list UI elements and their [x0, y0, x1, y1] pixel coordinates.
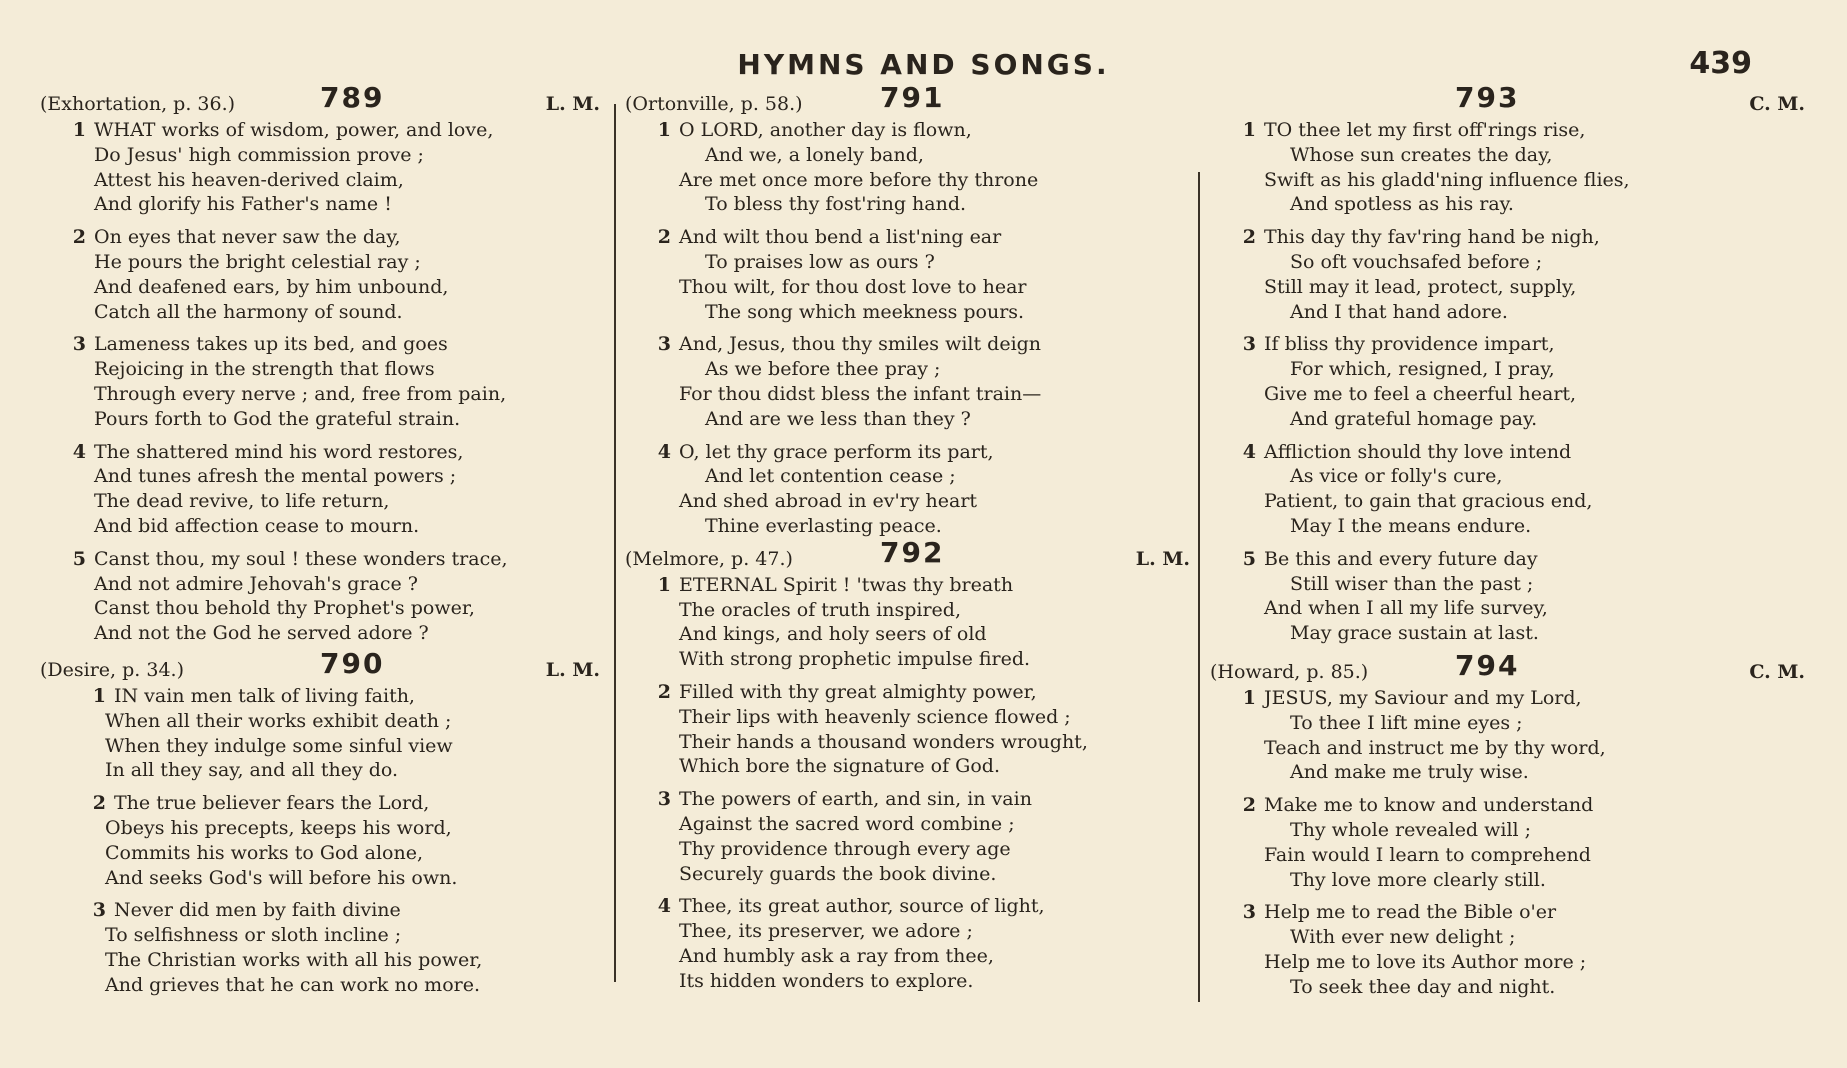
verse-line	[625, 680, 1185, 705]
verse-line	[1210, 925, 1770, 950]
verse-line	[40, 923, 600, 948]
verse-line	[40, 225, 600, 250]
verse-text: Patient, to gain that gracious end,	[1264, 490, 1593, 513]
verse-text: May I the means endure.	[1290, 514, 1532, 537]
stanza-number: 3	[92, 899, 106, 922]
verse-text: And not admire Jehovah's grace ?	[94, 572, 418, 595]
verse-text: And grieves that he can work no more.	[105, 973, 481, 996]
verse-line	[1210, 686, 1770, 711]
verse-text: Whose sun creates the day,	[1290, 143, 1553, 166]
hymn	[625, 535, 1190, 994]
hymn-number: 789	[320, 81, 385, 114]
hymn-meter: C. M.	[1749, 93, 1805, 115]
verse-text: And tunes afresh the mental powers ;	[94, 465, 457, 488]
verse-text: Make me to know and understand	[1264, 794, 1594, 817]
column-divider-2	[1198, 172, 1200, 1002]
verse-line	[625, 407, 1185, 432]
verse-text: And we, a lonely band,	[705, 143, 924, 166]
column-2	[625, 81, 1190, 994]
verse-line	[1210, 275, 1770, 300]
stanza	[40, 684, 600, 783]
verse-text: To selfishness or sloth incline ;	[105, 924, 402, 947]
verse-text: O LORD, another day is flown,	[679, 119, 972, 141]
verse-text: And make me truly wise.	[1290, 761, 1529, 784]
verse-text: Attest his heaven-derived claim,	[94, 168, 404, 191]
verse-line	[40, 734, 600, 759]
verse-line	[1210, 818, 1770, 843]
verse-text: Fain would I learn to comprehend	[1264, 843, 1591, 866]
verse-text: If bliss thy providence impart,	[1264, 333, 1555, 356]
verse-line	[625, 787, 1185, 812]
hymn-number: 793	[1455, 81, 1520, 114]
verse-line	[40, 332, 600, 357]
hymn-header	[625, 81, 1185, 118]
verse-text: And glorify his Father's name !	[94, 193, 392, 216]
verse-line	[40, 948, 600, 973]
verse-line	[1210, 407, 1770, 432]
verse-text: Rejoicing in the strength that flows	[94, 358, 435, 381]
verse-text: As we before thee pray ;	[705, 358, 941, 381]
stanza-number: 3	[657, 788, 671, 811]
verse-line	[40, 791, 600, 816]
verse-text: And deafened ears, by him unbound,	[94, 275, 449, 298]
stanza	[625, 573, 1185, 672]
hymn-meter: L. M.	[545, 658, 600, 681]
verse-text: Thy providence through every age	[679, 837, 1011, 860]
verse-text: Securely guards the book divine.	[679, 862, 997, 885]
verse-line	[40, 596, 600, 621]
stanza	[40, 898, 600, 997]
tune-reference: (Melmore, p. 47.)	[625, 547, 793, 570]
verse-text: Still may it lead, protect, supply,	[1264, 275, 1577, 298]
verse-line	[1210, 143, 1770, 168]
verse-line	[625, 919, 1185, 944]
verse-line	[625, 440, 1185, 465]
verse-line	[625, 168, 1185, 193]
verse-line	[40, 118, 600, 143]
stanza	[625, 332, 1185, 431]
verse-text: IN vain men talk of living faith,	[114, 684, 415, 707]
verse-text: When all their works exhibit death ;	[105, 709, 452, 732]
tune-reference: (Howard, p. 85.)	[1210, 660, 1369, 683]
verse-line	[625, 837, 1185, 862]
tune-reference: (Ortonville, p. 58.)	[625, 93, 803, 115]
verse-line	[625, 812, 1185, 837]
verse-text: Through every nerve ; and, free from pain,	[94, 382, 507, 405]
stanza-number: 2	[657, 680, 671, 703]
stanza	[1210, 900, 1770, 999]
verse-line	[625, 622, 1185, 647]
stanza-number: 1	[92, 684, 106, 707]
verse-text: Its hidden wonders to explore.	[679, 969, 974, 992]
verse-line	[1210, 950, 1770, 975]
hymn	[40, 81, 600, 646]
verse-line	[625, 573, 1185, 598]
verse-line	[40, 547, 600, 572]
verse-text: TO thee let my first off'rings rise,	[1264, 119, 1586, 141]
verse-line	[1210, 547, 1770, 572]
verse-text: And are we less than they ?	[705, 407, 971, 430]
stanza	[40, 118, 600, 217]
stanza-number: 1	[1242, 686, 1256, 709]
verse-text: For thou didst bless the infant train—	[679, 382, 1042, 405]
stanza-number: 2	[1242, 226, 1256, 249]
verse-text: To thee I lift mine eyes ;	[1290, 711, 1523, 734]
verse-line	[40, 866, 600, 891]
stanza	[1210, 547, 1770, 646]
verse-line	[625, 225, 1185, 250]
verse-text: And humbly ask a ray from thee,	[679, 944, 994, 967]
stanza-number: 5	[1242, 547, 1256, 570]
hymn-number: 790	[320, 646, 385, 680]
verse-line	[40, 709, 600, 734]
verse-text: Against the sacred word combine ;	[679, 812, 1015, 835]
verse-line	[1210, 760, 1770, 785]
verse-line	[625, 969, 1185, 994]
verse-text: Thy love more clearly still.	[1290, 868, 1546, 891]
stanza-number: 2	[657, 226, 671, 249]
verse-line	[1210, 975, 1770, 1000]
stanza	[1210, 686, 1770, 785]
stanza	[40, 547, 600, 646]
stanza-number: 3	[1242, 901, 1256, 924]
verse-line	[40, 514, 600, 539]
verse-line	[625, 647, 1185, 672]
verse-line	[625, 300, 1185, 325]
stanza	[625, 787, 1185, 886]
hymn-number: 791	[880, 81, 945, 114]
hymn	[40, 646, 600, 998]
verse-text: Affliction should thy love intend	[1264, 440, 1572, 463]
verse-text: Pours forth to God the grateful strain.	[94, 407, 461, 430]
verse-text: And kings, and holy seers of old	[679, 623, 987, 646]
stanza-number: 1	[1242, 119, 1256, 141]
verse-text: The true believer fears the Lord,	[114, 792, 430, 815]
verse-line	[625, 357, 1185, 382]
verse-line	[40, 621, 600, 646]
verse-text: The song which meekness pours.	[705, 300, 1025, 323]
verse-line	[1210, 843, 1770, 868]
hymn-meter: L. M.	[545, 93, 600, 115]
verse-text: He pours the bright celestial ray ;	[94, 250, 421, 273]
page-title: HYMNS AND SONGS.	[737, 48, 1110, 81]
verse-text: Be this and every future day	[1264, 547, 1538, 570]
verse-line	[1210, 332, 1770, 357]
verse-line	[40, 192, 600, 217]
stanza	[625, 440, 1185, 539]
stanza	[40, 440, 600, 539]
verse-text: Obeys his precepts, keeps his word,	[105, 816, 452, 839]
verse-line	[625, 754, 1185, 779]
verse-line	[625, 464, 1185, 489]
verse-text: To bless thy fost'ring hand.	[705, 193, 967, 216]
verse-text: Do Jesus' high commission prove ;	[94, 143, 424, 166]
stanza	[1210, 793, 1770, 892]
verse-text: Catch all the harmony of sound.	[94, 300, 403, 323]
verse-text: May grace sustain at last.	[1290, 622, 1539, 645]
stanza-number: 2	[1242, 794, 1256, 817]
verse-text: The Christian works with all his power,	[105, 948, 483, 971]
stanza-number: 4	[1242, 440, 1256, 463]
verse-text: Thee, its great author, source of light,	[679, 895, 1045, 918]
tune-reference: (Desire, p. 34.)	[40, 658, 184, 681]
verse-text: And seeks God's will before his own.	[105, 866, 458, 889]
verse-line	[1210, 440, 1770, 465]
verse-line	[625, 118, 1185, 143]
verse-line	[625, 944, 1185, 969]
verse-line	[1210, 192, 1770, 217]
verse-text: And let contention cease ;	[705, 465, 956, 488]
stanza	[625, 894, 1185, 993]
hymn-number: 794	[1455, 648, 1520, 682]
verse-line	[40, 168, 600, 193]
column-divider-1	[614, 104, 616, 982]
verse-text: The powers of earth, and sin, in vain	[679, 788, 1032, 811]
verse-line	[625, 862, 1185, 887]
verse-text: And grateful homage pay.	[1290, 407, 1538, 430]
verse-text: On eyes that never saw the day,	[94, 226, 401, 249]
verse-line	[1210, 250, 1770, 275]
verse-line	[1210, 464, 1770, 489]
verse-line	[40, 382, 600, 407]
verse-text: Never did men by faith divine	[114, 899, 401, 922]
verse-text: The shattered mind his word restores,	[94, 440, 464, 463]
verse-text: WHAT works of wisdom, power, and love,	[94, 119, 494, 141]
verse-text: Thee, its preserver, we adore ;	[679, 920, 973, 943]
tune-reference: (Exhortation, p. 36.)	[40, 93, 236, 115]
stanza	[625, 225, 1185, 324]
verse-line	[1210, 711, 1770, 736]
verse-text: And when I all my life survey,	[1264, 597, 1548, 620]
verse-line	[40, 758, 600, 783]
verse-text: And not the God he served adore ?	[94, 622, 429, 645]
verse-text: With strong prophetic impulse fired.	[679, 648, 1031, 671]
stanza-number: 1	[72, 119, 86, 141]
verse-text: Give me to feel a cheerful heart,	[1264, 382, 1577, 405]
verse-line	[40, 357, 600, 382]
verse-line	[1210, 572, 1770, 597]
verse-line	[40, 489, 600, 514]
hymn	[1210, 648, 1805, 1000]
verse-text: Thy whole revealed will ;	[1290, 818, 1532, 841]
page-number: 439	[1689, 46, 1752, 81]
verse-text: As vice or folly's cure,	[1290, 465, 1503, 488]
verse-line	[40, 973, 600, 998]
hymn-header	[40, 646, 600, 684]
verse-text: The oracles of truth inspired,	[679, 598, 962, 621]
verse-line	[1210, 514, 1770, 539]
verse-text: And I that hand adore.	[1290, 300, 1508, 323]
hymn-header	[40, 81, 600, 118]
verse-line	[1210, 118, 1770, 143]
verse-line	[625, 250, 1185, 275]
verse-line	[625, 489, 1185, 514]
verse-line	[1210, 382, 1770, 407]
verse-line	[625, 192, 1185, 217]
verse-line	[1210, 900, 1770, 925]
stanza	[1210, 118, 1770, 217]
stanza-number: 3	[1242, 333, 1256, 356]
verse-line	[40, 816, 600, 841]
verse-line	[40, 143, 600, 168]
verse-text: Help me to love its Author more ;	[1264, 950, 1587, 973]
verse-line	[1210, 596, 1770, 621]
verse-line	[1210, 357, 1770, 382]
stanza-number: 1	[657, 573, 671, 596]
hymn-header	[625, 535, 1190, 573]
verse-text: O, let thy grace perform its part,	[679, 440, 994, 463]
verse-text: Which bore the signature of God.	[679, 755, 1001, 778]
verse-line	[40, 841, 600, 866]
verse-text: Their lips with heavenly science flowed ;	[679, 705, 1071, 728]
verse-text: For which, resigned, I pray,	[1290, 358, 1555, 381]
verse-text: The dead revive, to life return,	[94, 490, 390, 513]
verse-text: Commits his works to God alone,	[105, 841, 423, 864]
verse-text: And shed abroad in ev'ry heart	[679, 490, 978, 513]
hymn-header	[1210, 648, 1805, 686]
verse-text: And, Jesus, thou thy smiles wilt deign	[679, 333, 1042, 356]
stanza-number: 5	[72, 547, 86, 570]
stanza-number: 1	[657, 119, 671, 141]
verse-line	[40, 684, 600, 709]
hymn-header	[1210, 81, 1805, 118]
verse-line	[1210, 793, 1770, 818]
stanza-number: 3	[72, 333, 86, 356]
verse-text: And wilt thou bend a list'ning ear	[679, 226, 1002, 249]
stanza-number: 2	[92, 792, 106, 815]
stanza	[625, 118, 1185, 217]
verse-line	[1210, 621, 1770, 646]
verse-text: So oft vouchsafed before ;	[1290, 250, 1543, 273]
stanza	[40, 791, 600, 890]
verse-line	[625, 143, 1185, 168]
verse-line	[1210, 225, 1770, 250]
verse-text: Swift as his gladd'ning influence flies,	[1264, 168, 1630, 191]
column-1	[40, 81, 600, 998]
stanza	[1210, 332, 1770, 431]
hymn	[1210, 81, 1805, 646]
verse-line	[625, 705, 1185, 730]
stanza	[625, 680, 1185, 779]
stanza-number: 4	[657, 895, 671, 918]
verse-line	[40, 572, 600, 597]
stanza-number: 4	[72, 440, 86, 463]
verse-text: This day thy fav'ring hand be nigh,	[1264, 226, 1600, 249]
verse-text: Their hands a thousand wonders wrought,	[679, 730, 1088, 753]
verse-line	[625, 382, 1185, 407]
verse-text: And spotless as his ray.	[1290, 193, 1514, 216]
verse-line	[1210, 168, 1770, 193]
verse-text: And bid affection cease to mourn.	[94, 514, 420, 537]
verse-text: When they indulge some sinful view	[105, 734, 453, 757]
verse-line	[40, 250, 600, 275]
verse-line	[40, 440, 600, 465]
verse-text: JESUS, my Saviour and my Lord,	[1264, 686, 1582, 709]
hymn-meter: L. M.	[1135, 547, 1190, 570]
verse-text: To praises low as ours ?	[705, 250, 935, 273]
verse-text: Canst thou behold thy Prophet's power,	[94, 597, 475, 620]
verse-line	[625, 275, 1185, 300]
column-3	[1210, 81, 1805, 1000]
verse-line	[625, 894, 1185, 919]
verse-text: Filled with thy great almighty power,	[679, 680, 1037, 703]
verse-text: In all they say, and all they do.	[105, 759, 399, 782]
verse-text: With ever new delight ;	[1290, 926, 1516, 949]
stanza	[1210, 225, 1770, 324]
verse-line	[625, 598, 1185, 623]
verse-line	[1210, 300, 1770, 325]
verse-line	[40, 407, 600, 432]
verse-text: Lameness takes up its bed, and goes	[94, 333, 448, 356]
stanza	[40, 225, 600, 324]
verse-line	[40, 898, 600, 923]
verse-text: Teach and instruct me by thy word,	[1264, 736, 1606, 759]
hymn	[625, 81, 1185, 539]
hymn-number: 792	[880, 535, 945, 569]
stanza	[40, 332, 600, 431]
stanza-number: 3	[657, 333, 671, 356]
verse-text: Canst thou, my soul ! these wonders trace,	[94, 547, 508, 570]
verse-line	[1210, 489, 1770, 514]
verse-text: ETERNAL Spirit ! 'twas thy breath	[679, 573, 1014, 596]
hymn-meter: C. M.	[1749, 660, 1805, 683]
verse-line	[1210, 868, 1770, 893]
verse-text: Thine everlasting peace.	[705, 514, 942, 537]
verse-line	[40, 275, 600, 300]
verse-text: Help me to read the Bible o'er	[1264, 901, 1557, 924]
verse-text: Still wiser than the past ;	[1290, 572, 1534, 595]
verse-line	[40, 464, 600, 489]
stanza	[1210, 440, 1770, 539]
stanza-number: 4	[657, 440, 671, 463]
verse-text: Thou wilt, for thou dost love to hear	[679, 275, 1027, 298]
verse-line	[625, 332, 1185, 357]
verse-text: Are met once more before thy throne	[679, 168, 1039, 191]
verse-line	[625, 730, 1185, 755]
stanza-number: 2	[72, 226, 86, 249]
verse-line	[1210, 736, 1770, 761]
verse-line	[40, 300, 600, 325]
verse-text: To seek thee day and night.	[1290, 975, 1556, 998]
